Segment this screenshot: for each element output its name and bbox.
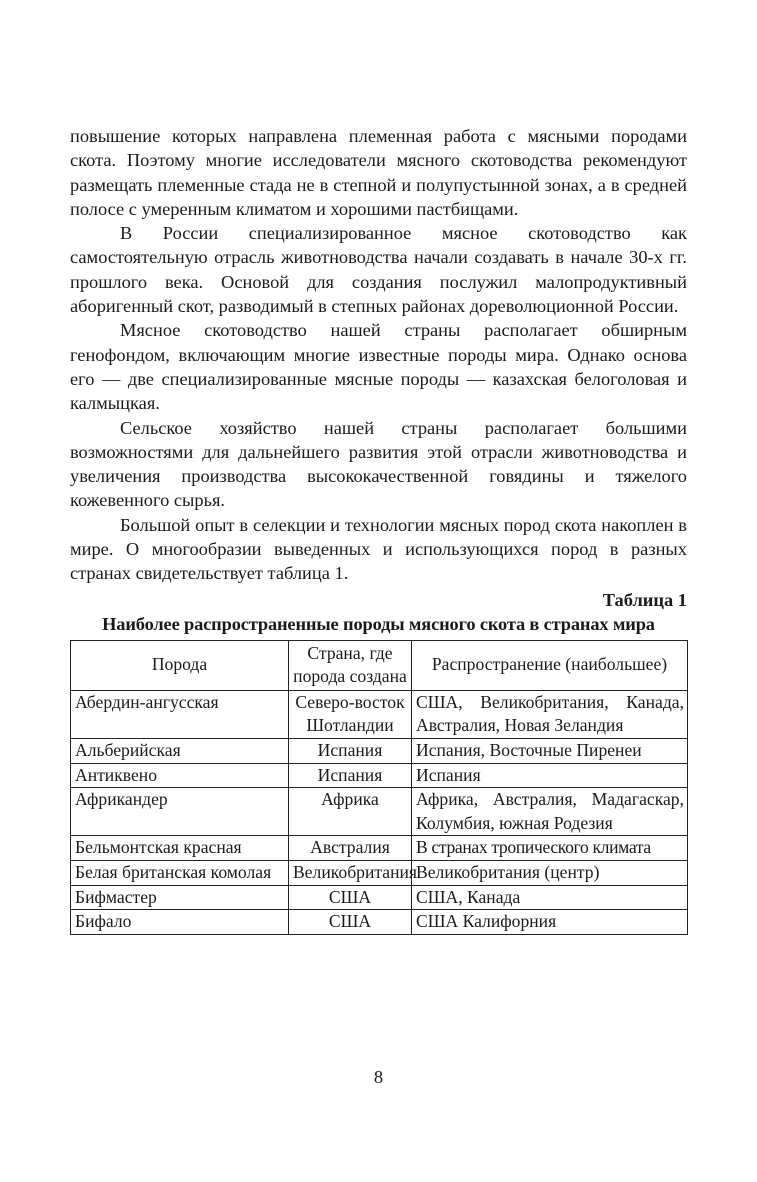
breed-cell: Бельмонтская красная (71, 836, 289, 861)
header-breed: Порода (71, 640, 289, 690)
table-row (71, 836, 688, 861)
origin-cell: Африка (289, 788, 412, 836)
distribution-cell: США Калифорния (412, 910, 688, 935)
origin-cell: Великобритания (289, 860, 412, 885)
breed-cell: Бифало (71, 910, 289, 935)
origin-cell: Северо-восток Шотландии (289, 690, 412, 738)
paragraph-4: Сельское хозяйство нашей страны располагает большими возможностями для дальнейшего развития этой отрасли животноводства и увеличения производства высококачественной говядины и тяжелого кожевенного сырья. (70, 417, 687, 511)
distribution-cell: США, Канада (412, 885, 688, 910)
distribution-cell: США, Великобритания, Канада, Австралия, Новая Зеландия (412, 690, 688, 738)
table-row (71, 763, 688, 788)
header-origin-country: Страна, где порода создана (289, 640, 412, 690)
table-row (71, 739, 688, 764)
table-row (71, 910, 688, 935)
page-content (70, 124, 687, 935)
table-row (71, 860, 688, 885)
header-distribution: Распространение (наибольшее) (412, 640, 688, 690)
origin-cell: Испания (289, 763, 412, 788)
table-header-row (71, 640, 688, 690)
table-title: Наиболее распространенные породы мясного скота в странах мира (102, 613, 655, 634)
distribution-cell: В странах тропического климата (412, 836, 688, 861)
origin-cell: Австралия (289, 836, 412, 861)
breeds-table (70, 640, 688, 935)
paragraph-1: повышение которых направлена племенная работа с мясными породами скота. Поэтому многие исследователи мясного скотоводства рекомендуют размещать племенные стада не в степной и полупустынной зонах, а в средней полосе с умеренным климатом и хорошими пастбищами. (70, 126, 687, 219)
breed-cell: Антиквено (71, 763, 289, 788)
origin-cell: США (289, 885, 412, 910)
distribution-cell: Испания, Восточные Пиренеи (412, 739, 688, 764)
distribution-cell: Африка, Австралия, Мадагаскар, Колумбия, южная Родезия (412, 788, 688, 836)
breed-cell: Белая британская комолая (71, 860, 289, 885)
distribution-cell: Испания (412, 763, 688, 788)
origin-cell: Испания (289, 739, 412, 764)
breed-cell: Африкандер (71, 788, 289, 836)
breed-cell: Бифмастер (71, 885, 289, 910)
origin-cell: США (289, 910, 412, 935)
paragraph-3: Мясное скотоводство нашей страны располагает обширным генофондом, включающим многие известные породы мира. Однако основа его — две специализированные мясные породы — казахская белоголовая и калмыцкая. (70, 320, 687, 414)
paragraph-5: Большой опыт в селекции и технологии мясных пород скота накоплен в мире. О многообразии выведенных и использующихся пород в разных странах свидетельствует таблица 1. (70, 514, 687, 584)
page-number: 8 (373, 1067, 384, 1087)
breed-cell: Альберийская (71, 739, 289, 764)
paragraph-2: В России специализированное мясное скотоводство как самостоятельную отрасль животноводства начали создавать в начале 30-х гг. прошлого века. Основой для создания послужил малопродуктивный аборигенный скот, разводимый в степных районах дореволюционной России. (70, 223, 687, 317)
table-row (71, 788, 688, 836)
distribution-cell: Великобритания (центр) (412, 860, 688, 885)
table-row (71, 690, 688, 738)
breed-cell: Абердин-ангусская (71, 690, 289, 738)
table-row (71, 885, 688, 910)
table-number: Таблица 1 (602, 589, 687, 610)
